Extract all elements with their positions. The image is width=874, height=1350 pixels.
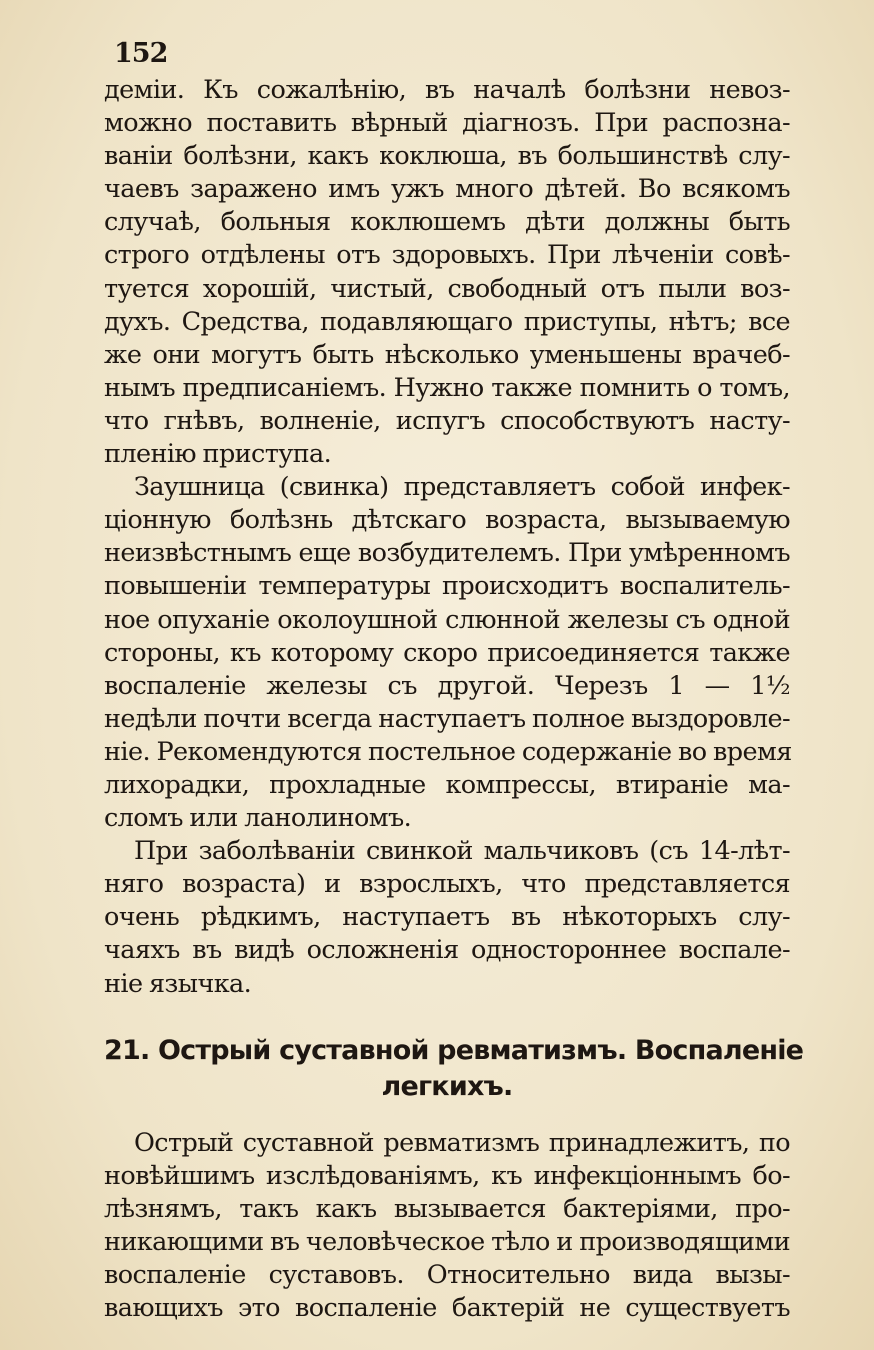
text-line: случаѣ, больныя коклюшемъ дѣти должны быть [104,207,790,238]
text-line: деміи. Къ сожалѣнію, въ началѣ болѣзни невоз- [104,75,790,105]
text-line: лѣзнямъ, такъ какъ вызывается бактеріями, про- [104,1193,790,1224]
text-line: стороны, къ которому скоро присоединяется также [104,637,790,668]
text-line: сломъ или ланолиномъ. [104,803,412,834]
text-line: лихорадки, прохладные компрессы, втираніе ма- [104,769,790,800]
text-line: строго отдѣлены отъ здоровыхъ. При лѣченіи совѣ- [104,240,790,271]
text-line: воспаленіе суставовъ. Относительно вида вызы- [104,1260,790,1290]
text-line: воспаленіе железы съ другой. Черезъ 1 — 1½ [104,670,790,701]
text-line: чаяхъ въ видѣ осложненія одностороннее воспале- [104,935,790,966]
paragraph-mumps-complications [104,835,790,1000]
text-line: вающихъ это воспаленіе бактерій не существуетъ [104,1293,790,1324]
text-line: туется хорошій, чистый, свободный отъ пыли воз- [104,273,790,304]
text-line: ніе язычка. [104,968,252,999]
text-line: духъ. Средства, подавляющаго приступы, нѣтъ; все [104,306,790,337]
page-number: 152 [114,38,168,69]
text-line: пленію приступа. [104,439,332,470]
text-line: никающими въ человѣческое тѣло и производящими [104,1226,790,1257]
text-line: ное опуханіе околоушной слюнной железы съ одной [104,604,790,635]
text-line: няго возраста) и взрослыхъ, что представляется [104,869,790,900]
text-line: очень рѣдкимъ, наступаетъ въ нѣкоторыхъ слу- [104,902,790,933]
text-line: недѣли почти всегда наступаетъ полное выздоровле- [104,703,790,734]
text-line: новѣйшимъ изслѣдованіямъ, къ инфекціоннымъ бо- [104,1160,790,1191]
section-heading [104,1033,804,1105]
text-line: повышеніи температуры происходитъ воспалитель- [104,571,790,602]
text-line: что гнѣвъ, волненіе, испугъ способствуютъ насту- [104,405,790,436]
text-line: ваніи болѣзни, какъ коклюша, въ большинствѣ слу- [104,141,790,172]
text-line: Заушница (свинка) представляетъ собой инфек- [134,472,790,503]
text-line: неизвѣстнымъ еще возбудителемъ. При умѣренномъ [104,538,790,569]
text-line: Острый суставной ревматизмъ принадлежитъ, по [134,1127,790,1158]
text-line: чаевъ заражено имъ ужъ много дѣтей. Во всякомъ [104,174,790,205]
paragraph-rheumatism [104,1127,790,1326]
text-line: можно поставить вѣрный діагнозъ. При распозна- [104,108,790,139]
section-heading-line: легкихъ. [381,1070,513,1102]
paragraph-whooping-cough [104,74,790,471]
text-line: ціонную болѣзнь дѣтскаго возраста, вызываемую [104,505,790,536]
text-line: При заболѣваніи свинкой мальчиковъ (съ 14-лѣт- [134,836,790,867]
paragraph-mumps [104,471,790,835]
text-line: нымъ предписаніемъ. Нужно также помнить о томъ, [104,372,790,403]
text-line: ніе. Рекомендуются постельное содержаніе во время [104,736,792,767]
page-text-block [104,34,804,1325]
section-heading-line: 21. Острый суставной ревматизмъ. Воспаленіе [104,1034,804,1066]
text-line: же они могутъ быть нѣсколько уменьшены врачеб- [104,339,790,370]
